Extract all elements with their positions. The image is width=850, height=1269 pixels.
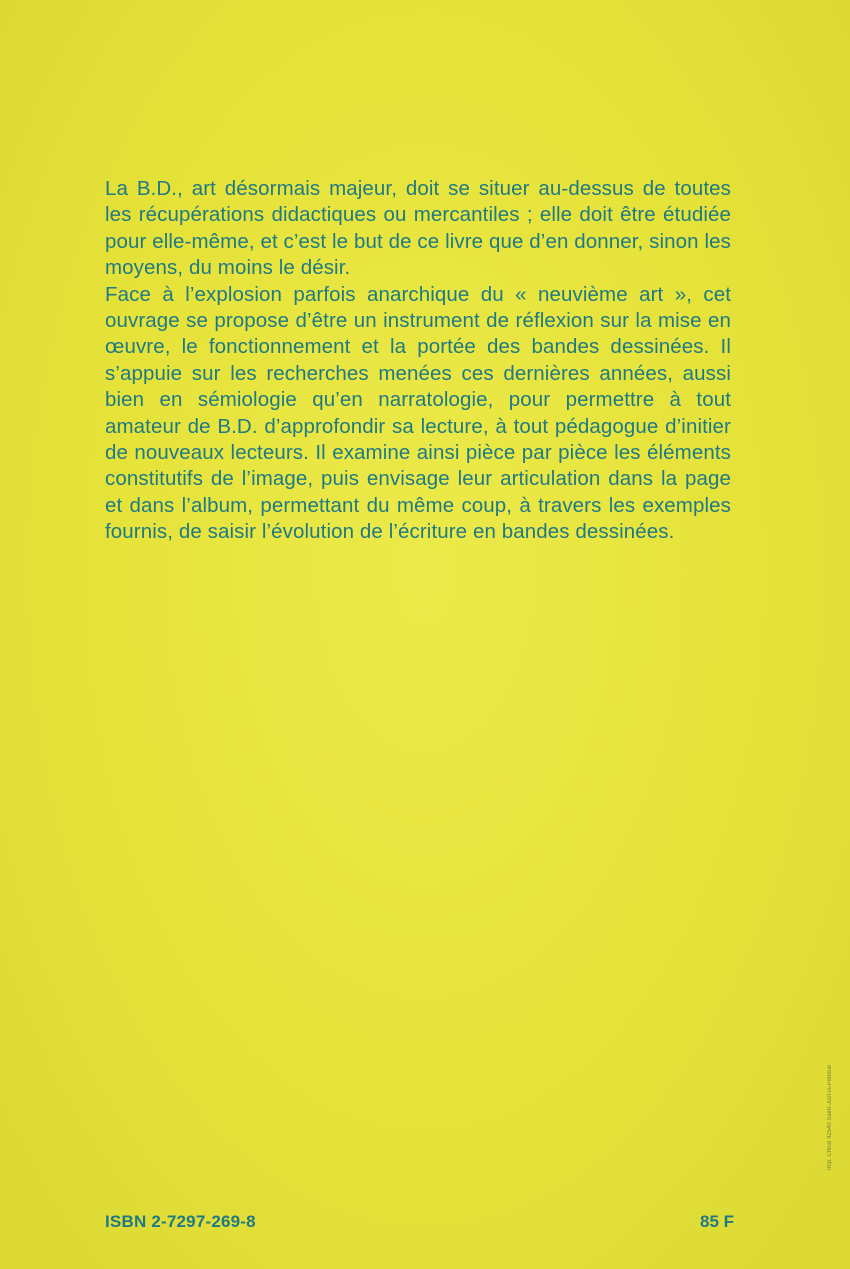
isbn-number: ISBN 2-7297-269-8 xyxy=(105,1212,256,1231)
printer-imprint: Imp. Chirat 42540 Saint-Just-la-Pendue xyxy=(827,1064,833,1170)
blurb-paragraph-2: Face à l’explosion parfois anarchique du « neuvième art », cet ouvrage se propose d’être un instrument de réflexion sur la mise en œuvre, le fonctionnement et la portée des bandes dessinées. Il s’appuie sur les recherches menées ces dernières années, aussi bien en sémiologie qu’en narratologie, pour permettre à tout amateur de B.D. d’approfondir sa lecture, à tout pédagogue d’initier de nouveaux lecteurs. Il examine ainsi pièce par pièce les éléments constitutifs de l’image, puis envisage leur articulation dans la page et dans l’album, permettant du même coup, à travers les exemples fournis, de saisir l’évolution de l’écriture en bandes dessinées. xyxy=(105,282,731,544)
blurb-text xyxy=(105,176,731,546)
blurb-paragraph-1: La B.D., art désormais majeur, doit se situer au-dessus de toutes les récupérations didactiques ou mercantiles ; elle doit être étudiée pour elle-même, et c’est le but de ce livre que d’en donner, sinon les moyens, du moins le désir. xyxy=(105,177,731,280)
price-label: 85 F xyxy=(700,1212,735,1231)
